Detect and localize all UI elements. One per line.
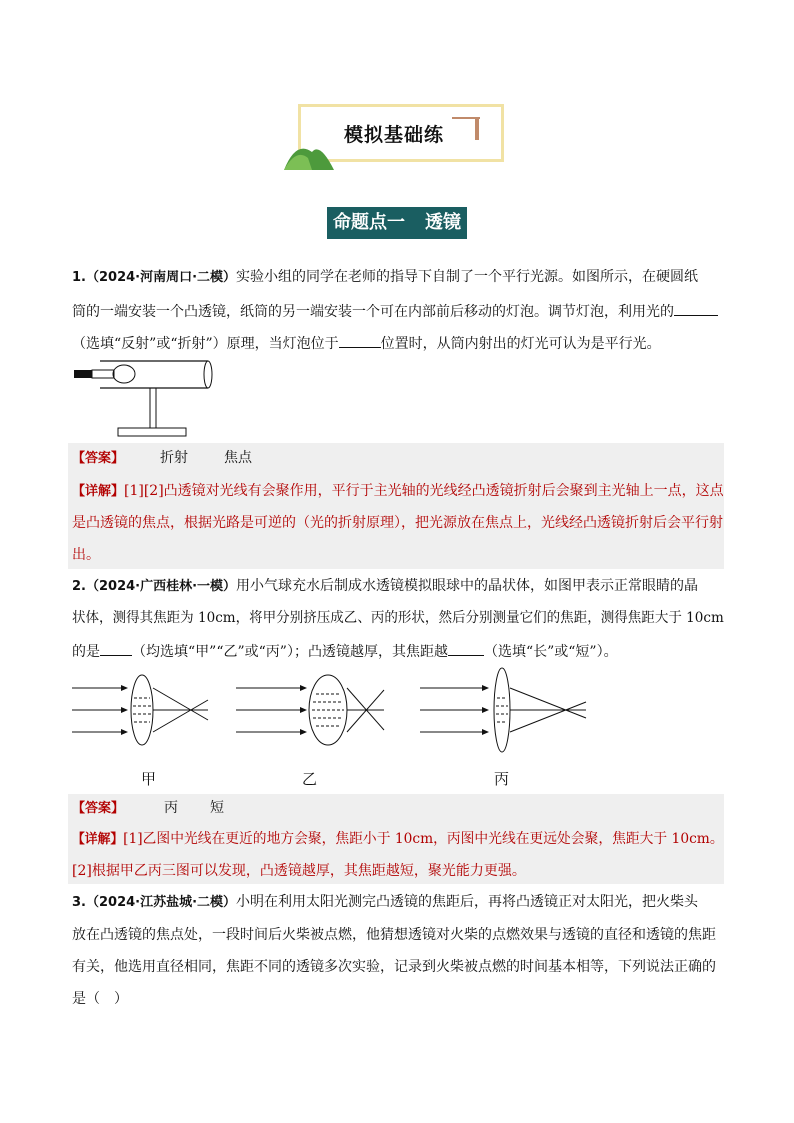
hill-icon bbox=[282, 138, 338, 172]
topic-label: 命题点一 bbox=[333, 212, 405, 233]
lens-bing bbox=[494, 668, 510, 752]
q2-blank-2[interactable] bbox=[448, 642, 484, 656]
answer-label: 【答案】 bbox=[72, 451, 125, 466]
q3-line-2: 放在凸透镜的焦点处，一段时间后火柴被点燃，他猜想透镜对火柴的点燃效果与透镜的直径和透镜的焦距 bbox=[72, 927, 716, 943]
topic-name: 透镜 bbox=[425, 212, 461, 233]
q2-line-2: 状体，测得其焦距为 10cm，将甲分别挤压成乙、丙的形状，然后分别测量它们的焦距，测得焦距大于 10cm bbox=[72, 610, 724, 626]
q1-text: （选填“反射”或“折射”）原理，当灯泡位于 bbox=[72, 336, 339, 352]
q2-answer bbox=[72, 799, 224, 818]
answer-label: 【答案】 bbox=[72, 801, 125, 816]
topic-header bbox=[327, 207, 467, 239]
q1-line-2 bbox=[72, 302, 718, 321]
q3-number: 3. bbox=[72, 895, 86, 910]
caption-bing: 丙 bbox=[494, 770, 510, 788]
q1-text: 实验小组的同学在老师的指导下自制了一个平行光源。如图所示，在硬圆纸 bbox=[236, 269, 699, 285]
q3-line-3: 有关，他选用直径相同，焦距不同的透镜多次实验，记录到火柴被点燃的时间基本相等，下列说法正确的 bbox=[72, 959, 716, 975]
bulb-base bbox=[92, 370, 114, 378]
cord bbox=[74, 370, 92, 378]
q1-blank-1[interactable] bbox=[674, 302, 718, 316]
q1-number: 1. bbox=[72, 270, 86, 285]
q2-number: 2. bbox=[72, 579, 86, 594]
q1-answer-2: 焦点 bbox=[224, 450, 253, 466]
q1-text: 位置时，从筒内射出的灯光可认为是平行光。 bbox=[380, 336, 661, 352]
q1-text: 筒的一端安装一个凸透镜，纸筒的另一端安装一个可在内部前后移动的灯泡。调节灯泡，利用光的 bbox=[72, 304, 674, 320]
q1-light-source-figure bbox=[74, 358, 214, 438]
section-banner bbox=[282, 104, 508, 170]
q2-line-3: 的是 （均选填“甲”“乙”或“丙”）；凸透镜越厚，其焦距越 （选填“长”或“短”）。 bbox=[72, 644, 618, 660]
q2-blank-1[interactable] bbox=[100, 642, 132, 656]
banner-title: 模拟基础练 bbox=[344, 124, 445, 146]
q2-answer-2: 短 bbox=[210, 800, 225, 816]
lens-jia bbox=[131, 675, 153, 745]
q1-answer-1: 折射 bbox=[160, 450, 189, 466]
convex-lens bbox=[204, 361, 212, 388]
q1-line-3 bbox=[72, 334, 661, 353]
lens-diagram-jia bbox=[72, 668, 212, 764]
q1-detail-3: 出。 bbox=[72, 547, 100, 563]
lens-diagram-bing bbox=[420, 668, 590, 764]
q1-detail-2: 是凸透镜的焦点，根据光路是可逆的（光的折射原理），把光源放在焦点上，光线经凸透镜折射后会平行射 bbox=[72, 515, 723, 531]
q2-source: （2024·广西桂林·一模） bbox=[85, 579, 237, 594]
q3-line-1: 3.（2024·江苏盐城·二模）小明在利用太阳光测完凸透镜的焦距后，再将凸透镜正对太阳光，把火柴头 bbox=[72, 894, 699, 910]
detail-label: 【详解】 bbox=[72, 484, 125, 499]
q3-source: （2024·江苏盐城·二模） bbox=[85, 895, 237, 910]
caption-jia: 甲 bbox=[141, 770, 157, 788]
q1-answer bbox=[72, 449, 252, 468]
lens-diagram-yi bbox=[236, 668, 386, 764]
stand-base bbox=[118, 428, 186, 436]
q2-answer-1: 丙 bbox=[164, 800, 179, 816]
detail-label: 【详解】 bbox=[72, 832, 124, 847]
q2-line-1: 2.（2024·广西桂林·一模）用小气球充水后制成水透镜模拟眼球中的晶状体，如图甲表示正常眼睛的晶 bbox=[72, 578, 699, 594]
bulb-icon bbox=[113, 365, 135, 383]
banner-corner-mark bbox=[452, 116, 482, 140]
q1-blank-2[interactable] bbox=[339, 334, 381, 348]
q1-source: （2024·河南周口·二模） bbox=[85, 270, 237, 285]
q2-detail-1: 【详解】[1]乙图中光线在更近的地方会聚，焦距小于 10cm，丙图中光线在更远处会聚，焦距大于 10cm。 bbox=[72, 831, 724, 847]
caption-yi: 乙 bbox=[302, 770, 318, 788]
q1-line-1 bbox=[72, 268, 698, 287]
q2-detail-2: [2]根据甲乙丙三图可以发现，凸透镜越厚，其焦距越短，聚光能力更强。 bbox=[72, 863, 526, 879]
q3-line-4: 是（ ） bbox=[72, 991, 128, 1007]
q1-detail-1: 【详解】[1][2]凸透镜对光线有会聚作用，平行于主光轴的光线经凸透镜折射后会聚到主光轴上一点，这点 bbox=[72, 483, 724, 499]
